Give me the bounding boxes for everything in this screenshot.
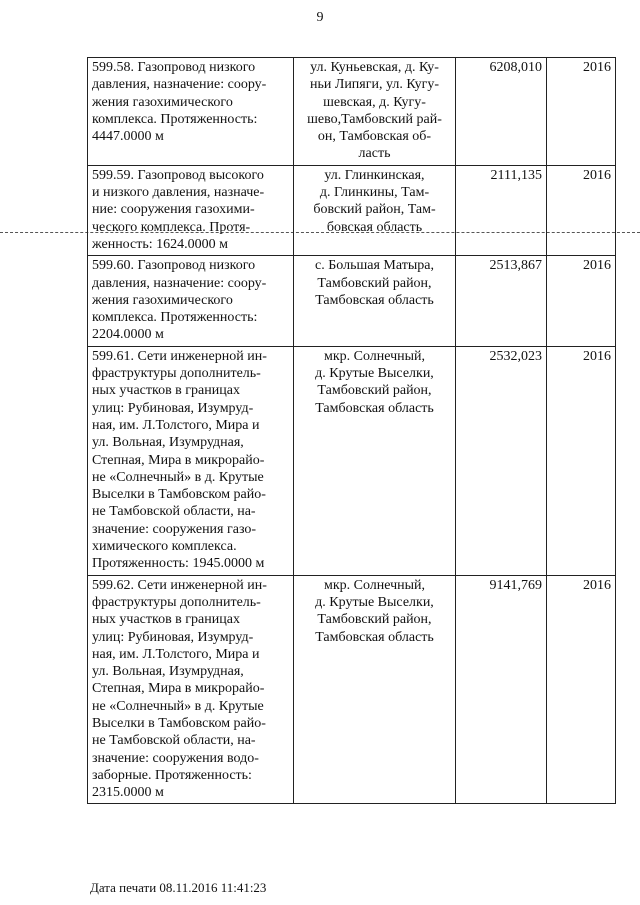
object-description-line: и низкого давления, назначе- (92, 185, 265, 201)
object-description-line: ул. Вольная, Изумрудная, (92, 435, 244, 451)
object-description-line: значение: сооружения водо- (92, 750, 259, 766)
object-address-line: Тамбовский район, (317, 275, 432, 291)
object-description-line: 2315.0000 м (92, 785, 164, 801)
object-address-line: Тамбовская область (315, 629, 434, 645)
object-description-line: Степная, Мира в микрорайо- (92, 452, 265, 468)
object-description-line: ных участков в границах (92, 612, 240, 628)
print-date: Дата печати 08.11.2016 11:41:23 (90, 880, 267, 895)
object-description-cell (88, 256, 294, 346)
object-year-cell: 2016 (547, 165, 616, 255)
object-description-line: ная, им. Л.Толстого, Мира и (92, 646, 260, 662)
object-year-cell: 2016 (547, 58, 616, 166)
object-address-cell (294, 346, 456, 575)
object-description-line: химического комплекса. (92, 539, 237, 555)
object-description-line: 599.59. Газопровод высокого (92, 167, 264, 183)
object-description-line: Степная, Мира в микрорайо- (92, 681, 265, 697)
object-address-line: д. Крутые Выселки, (315, 366, 434, 382)
object-description-line: ческого комплекса. Протя- (92, 219, 251, 235)
object-address-line: бовская область (326, 219, 423, 235)
object-address-line: Тамбовский район, (317, 383, 432, 399)
object-address-line: Тамбовская область (315, 400, 434, 416)
object-description-line: не Тамбовской области, на- (92, 504, 256, 520)
object-address-line: ньи Липяги, ул. Кугу- (309, 77, 440, 93)
object-description-line: 599.60. Газопровод низкого (92, 258, 256, 274)
page-number: 9 (316, 10, 324, 25)
object-address-line: Тамбовская область (315, 292, 434, 308)
object-year-cell: 2016 (547, 256, 616, 346)
object-address-line: д. Глинкины, Там- (319, 185, 430, 201)
object-description-line: давления, назначение: соору- (92, 77, 267, 93)
object-address-line: ул. Куньевская, д. Ку- (310, 60, 439, 75)
object-description-line: 599.58. Газопровод низкого (92, 60, 256, 75)
table-row (88, 575, 616, 804)
table-row (88, 58, 616, 166)
object-description-line: ная, им. Л.Толстого, Мира и (92, 417, 260, 433)
object-description-cell (88, 575, 294, 804)
registry-table (87, 57, 616, 804)
object-value-cell: 2111,135 (456, 165, 547, 255)
object-description-line: заборные. Протяженность: (92, 767, 252, 783)
table-row (88, 346, 616, 575)
object-address-line: мкр. Солнечный, (323, 577, 426, 593)
object-description-line: ул. Вольная, Изумрудная, (92, 664, 244, 680)
object-address-cell (294, 256, 456, 346)
object-address-line: он, Тамбовская об- (317, 129, 432, 145)
object-address-line: с. Большая Матыра, (315, 258, 434, 274)
object-description-line: не Тамбовской области, на- (92, 733, 256, 749)
object-description-line: улиц: Рубиновая, Изумруд- (92, 400, 254, 416)
registry-table-body (88, 58, 616, 804)
object-description-cell (88, 165, 294, 255)
object-address-line: бовский район, Там- (313, 202, 436, 218)
object-address-line: Тамбовский район, (317, 612, 432, 628)
object-address-line: ул. Глинкинская, (324, 167, 425, 183)
object-description-line: женность: 1624.0000 м (92, 236, 229, 252)
object-description-line: Выселки в Тамбовском райо- (92, 715, 266, 731)
object-description-line: жения газохимического (92, 94, 233, 110)
object-description-line: улиц: Рубиновая, Изумруд- (92, 629, 254, 645)
object-description-line: комплекса. Протяженность: (92, 111, 258, 127)
object-description-line: ных участков в границах (92, 383, 240, 399)
object-value-cell: 2532,023 (456, 346, 547, 575)
object-address-cell (294, 165, 456, 255)
object-description-cell (88, 58, 294, 166)
object-value-cell: 9141,769 (456, 575, 547, 804)
table-row (88, 165, 616, 255)
object-address-cell (294, 575, 456, 804)
object-year-cell: 2016 (547, 575, 616, 804)
object-address-line: ласть (358, 146, 391, 162)
object-address-line: мкр. Солнечный, (323, 348, 426, 364)
object-address-line: шево,Тамбовский рай- (307, 111, 442, 127)
object-description-cell (88, 346, 294, 575)
object-description-line: 2204.0000 м (92, 327, 164, 343)
object-description-line: 4447.0000 м (92, 129, 164, 145)
object-value-cell: 2513,867 (456, 256, 547, 346)
object-description-line: Протяженность: 1945.0000 м (92, 556, 265, 572)
object-description-line: ние: сооружения газохими- (92, 202, 255, 218)
object-description-line: Выселки в Тамбовском райо- (92, 487, 266, 503)
object-description-line: фраструктуры дополнитель- (92, 594, 261, 610)
object-address-cell (294, 58, 456, 166)
object-description-line: комплекса. Протяженность: (92, 310, 258, 326)
table-row (88, 256, 616, 346)
object-description-line: фраструктуры дополнитель- (92, 366, 261, 382)
object-address-line: шевская, д. Кугу- (323, 94, 426, 110)
object-description-line: 599.62. Сети инженерной ин- (92, 577, 267, 593)
object-value-cell: 6208,010 (456, 58, 547, 166)
object-description-line: 599.61. Сети инженерной ин- (92, 348, 267, 364)
object-year-cell: 2016 (547, 346, 616, 575)
object-description-line: не «Солнечный» в д. Крутые (92, 469, 264, 485)
object-description-line: не «Солнечный» в д. Крутые (92, 698, 264, 714)
object-description-line: давления, назначение: соору- (92, 275, 267, 291)
object-address-line: д. Крутые Выселки, (315, 594, 434, 610)
object-description-line: значение: сооружения газо- (92, 521, 257, 537)
object-description-line: жения газохимического (92, 292, 233, 308)
